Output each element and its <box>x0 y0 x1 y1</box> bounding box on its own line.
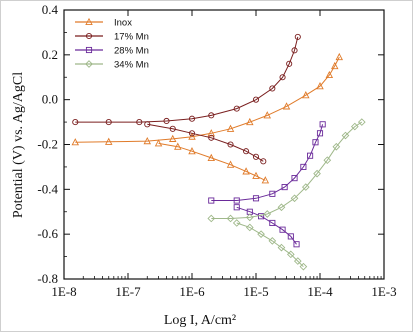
y-axis-label: Potential (V) vs. Ag/AgCl <box>11 71 26 219</box>
data-point <box>359 119 365 125</box>
data-point <box>156 140 162 146</box>
y-tick-label: -0.2 <box>37 136 58 152</box>
y-tick-label: -0.4 <box>37 181 58 197</box>
y-tick-label: 0.4 <box>41 2 58 17</box>
legend-label: 34% Mn <box>114 59 149 71</box>
x-tick-label: 1E-4 <box>307 284 333 299</box>
legend <box>75 18 149 71</box>
series-line-anodic <box>75 37 297 122</box>
x-tick-label: 1E-6 <box>179 284 205 299</box>
x-tick-label: 1E-3 <box>371 284 397 299</box>
series-line-anodic <box>211 122 361 218</box>
x-axis-label: Log I, A/cm² <box>163 313 237 328</box>
y-tick-label: 0.0 <box>41 91 58 107</box>
series-inox <box>72 54 342 183</box>
series-34-mn <box>208 119 365 270</box>
axes-layer <box>37 2 396 299</box>
x-tick-label: 1E-5 <box>243 284 269 299</box>
y-tick-label: 0.2 <box>41 46 58 62</box>
series-line-anodic <box>211 124 322 200</box>
y-tick-label: -0.6 <box>37 226 58 242</box>
data-point <box>261 159 266 164</box>
legend-label: 28% Mn <box>114 45 149 57</box>
series-line-cathodic <box>237 223 304 267</box>
x-tick-label: 1E-8 <box>51 284 77 299</box>
data-point <box>336 54 342 60</box>
legend-label: Inox <box>114 17 132 29</box>
x-tick-label: 1E-7 <box>115 284 141 299</box>
y-tick-label: -0.8 <box>37 271 58 286</box>
legend-label: 17% Mn <box>114 31 149 43</box>
